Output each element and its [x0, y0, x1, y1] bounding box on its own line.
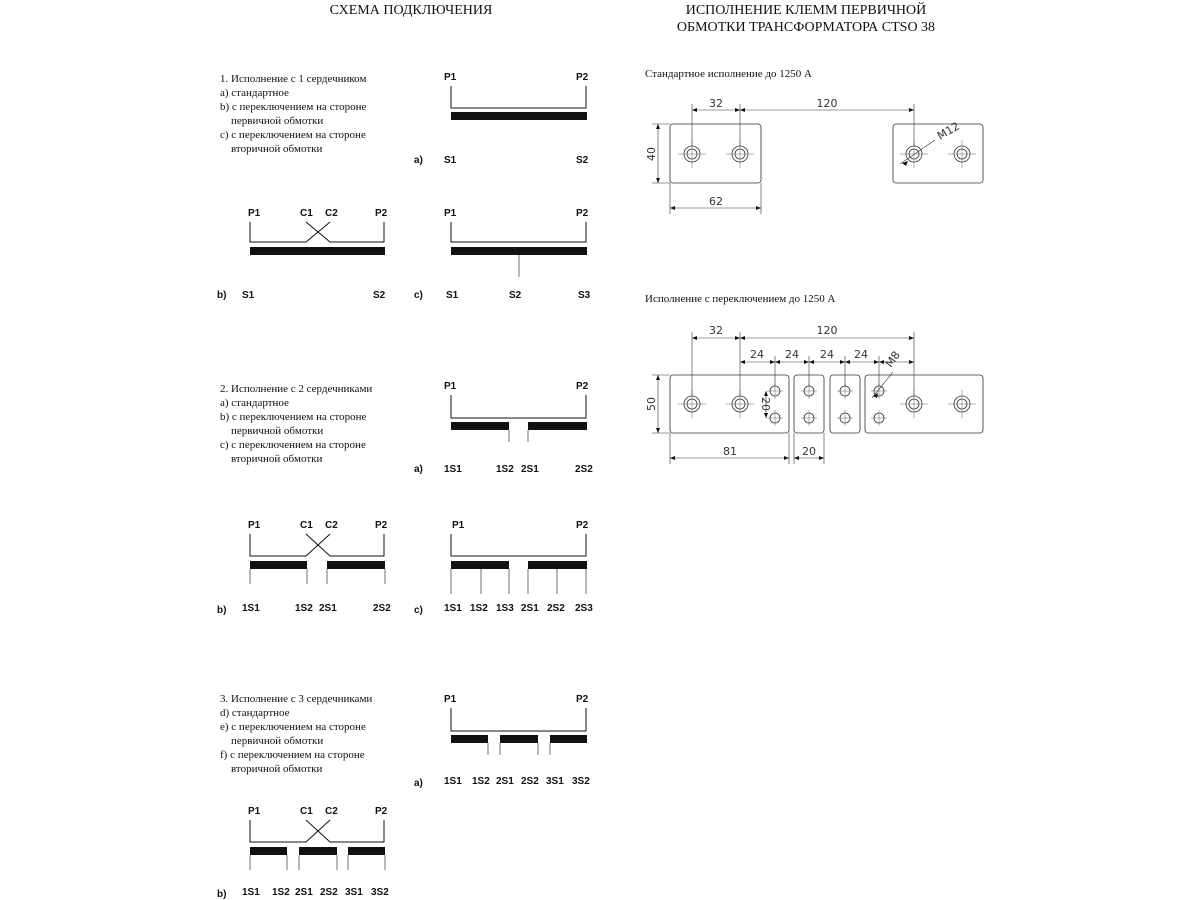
terminal-label: 2S2	[547, 603, 565, 614]
terminal-label: P1	[444, 72, 457, 83]
dim-height: 50	[645, 397, 658, 411]
terminal-label: P1	[248, 208, 261, 219]
terminal-label: S1	[446, 290, 459, 301]
section-3-line: первичной обмотки	[231, 735, 324, 747]
terminal-label: 2S2	[373, 603, 391, 614]
terminal-label: 1S1	[242, 887, 260, 898]
dim-hole-spacing: 32	[709, 324, 723, 337]
terminal-label: P2	[576, 520, 589, 531]
section-1-description	[220, 73, 367, 155]
variant-label: b)	[217, 605, 227, 616]
section-3-diagram-b	[217, 806, 389, 900]
terminal-label: 1S2	[496, 464, 514, 475]
terminal-label: C2	[325, 520, 338, 531]
terminal-label: P1	[444, 694, 457, 705]
terminal-label: 1S1	[444, 776, 462, 787]
dim-small-spacing: 20	[759, 397, 772, 411]
core-bar	[500, 735, 538, 743]
section-3-line: d) стандартное	[220, 707, 290, 719]
section-2-diagram-b	[217, 520, 391, 616]
terminal-label: 2S2	[320, 887, 338, 898]
dim-width: 81	[723, 445, 737, 458]
section-1-line: 1. Исполнение с 1 сердечником	[220, 73, 367, 85]
core-bar	[451, 112, 587, 120]
terminal-label: 2S2	[575, 464, 593, 475]
dim-step: 24	[785, 348, 799, 361]
terminal-label: C2	[325, 208, 338, 219]
section-2-line: первичной обмотки	[231, 425, 324, 437]
core-bar	[250, 247, 385, 255]
variant-label: a)	[414, 155, 423, 166]
section-1-line: вторичной обмотки	[231, 143, 323, 155]
core-bar	[451, 561, 509, 569]
terminal-label: P2	[375, 208, 388, 219]
variant-label: b)	[217, 889, 227, 900]
terminal-label: S1	[444, 155, 457, 166]
core-bar	[250, 561, 307, 569]
core-bar	[250, 847, 287, 855]
terminal-label: S3	[578, 290, 591, 301]
section-3-line: e) с переключением на стороне	[220, 721, 366, 733]
terminal-label: P1	[444, 381, 457, 392]
standard-terminal-drawing	[645, 68, 983, 214]
section-2-line: c) с переключением на стороне	[220, 439, 366, 451]
dim-link-width: 20	[802, 445, 816, 458]
terminal-label: C1	[300, 806, 313, 817]
standard-caption: Стандартное исполнение до 1250 А	[645, 68, 812, 80]
dim-hole-spacing: 32	[709, 97, 723, 110]
terminal-label: 3S1	[546, 776, 564, 787]
variant-label: b)	[217, 290, 227, 301]
section-2-line: 2. Исполнение с 2 сердечниками	[220, 383, 373, 395]
terminal-label: 3S2	[371, 887, 389, 898]
terminal-label: 1S1	[444, 464, 462, 475]
dim-step: 24	[854, 348, 868, 361]
terminal-label: 2S1	[521, 464, 539, 475]
terminal-label: 1S2	[295, 603, 313, 614]
section-1-line: первичной обмотки	[231, 115, 324, 127]
section-3-line: f) с переключением на стороне	[220, 749, 365, 761]
dim-width: 62	[709, 195, 723, 208]
core-bar	[451, 422, 509, 430]
terminal-label: 1S2	[272, 887, 290, 898]
terminal-label: 2S3	[575, 603, 593, 614]
terminal-label: C2	[325, 806, 338, 817]
thread-label: M8	[882, 348, 903, 370]
section-1-diagram-b	[217, 208, 388, 301]
section-1-diagram-c	[414, 208, 591, 301]
section-2-line: b) с переключением на стороне	[220, 411, 367, 423]
section-2-diagram-a	[414, 381, 593, 475]
section-1-line: c) с переключением на стороне	[220, 129, 366, 141]
terminal-label: 3S2	[572, 776, 590, 787]
dim-height: 40	[645, 147, 658, 161]
terminal-label: P2	[576, 381, 589, 392]
variant-label: c)	[414, 290, 423, 301]
terminal-label: P2	[576, 694, 589, 705]
section-1-diagram-a	[414, 72, 589, 166]
terminal-label: 3S1	[345, 887, 363, 898]
dim-step: 24	[820, 348, 834, 361]
terminal-label: 2S1	[496, 776, 514, 787]
section-3-diagram-a	[414, 694, 590, 789]
terminal-label: P1	[444, 208, 457, 219]
terminal-label: P2	[375, 806, 388, 817]
thread-label: M12	[935, 119, 962, 143]
terminal-label: S2	[509, 290, 522, 301]
left-title: СХЕМА ПОДКЛЮЧЕНИЯ	[329, 3, 493, 18]
variant-label: a)	[414, 778, 423, 789]
section-2-line: a) стандартное	[220, 397, 289, 409]
terminal-label: P2	[576, 72, 589, 83]
terminal-label: 2S1	[319, 603, 337, 614]
section-2-diagram-c	[414, 520, 593, 616]
core-bar	[528, 561, 587, 569]
core-bar	[327, 561, 385, 569]
switchable-caption: Исполнение с переключением до 1250 А	[645, 293, 836, 305]
terminal-label: 2S2	[521, 776, 539, 787]
variant-label: a)	[414, 464, 423, 475]
terminal-label: P2	[576, 208, 589, 219]
section-2-line: вторичной обмотки	[231, 453, 323, 465]
core-bar	[550, 735, 587, 743]
terminal-label: 1S1	[242, 603, 260, 614]
terminal-label: S2	[576, 155, 589, 166]
core-bar	[348, 847, 385, 855]
core-bar	[451, 735, 488, 743]
section-2-description	[220, 383, 372, 465]
section-1-line: a) стандартное	[220, 87, 289, 99]
core-bar	[299, 847, 337, 855]
terminal-label: 2S1	[295, 887, 313, 898]
terminal-label: 1S1	[444, 603, 462, 614]
dim-between-plates: 120	[816, 97, 838, 110]
terminal-label: 1S3	[496, 603, 514, 614]
section-1-line: b) с переключением на стороне	[220, 101, 367, 113]
terminal-label: 1S2	[470, 603, 488, 614]
switchable-terminal-drawing	[645, 293, 983, 464]
terminal-label: C1	[300, 520, 313, 531]
right-title-line-2: ОБМОТКИ ТРАНСФОРМАТОРА CTSO 38	[676, 20, 936, 35]
variant-label: c)	[414, 605, 423, 616]
dim-between-plates: 120	[816, 324, 838, 337]
section-3-line: 3. Исполнение с 3 сердечниками	[220, 693, 373, 705]
core-bar	[451, 247, 587, 255]
terminal-label: P2	[375, 520, 388, 531]
core-bar	[528, 422, 587, 430]
section-3-line: вторичной обмотки	[231, 763, 323, 775]
right-title-line-1: ИСПОЛНЕНИЕ КЛЕММ ПЕРВИЧНОЙ	[685, 3, 927, 18]
terminal-label: S2	[373, 290, 386, 301]
terminal-label: S1	[242, 290, 255, 301]
terminal-label: C1	[300, 208, 313, 219]
terminal-label: 2S1	[521, 603, 539, 614]
terminal-label: P1	[452, 520, 465, 531]
terminal-label: P1	[248, 806, 261, 817]
terminal-label: P1	[248, 520, 261, 531]
section-3-description	[220, 693, 372, 775]
dim-step: 24	[750, 348, 764, 361]
terminal-label: 1S2	[472, 776, 490, 787]
